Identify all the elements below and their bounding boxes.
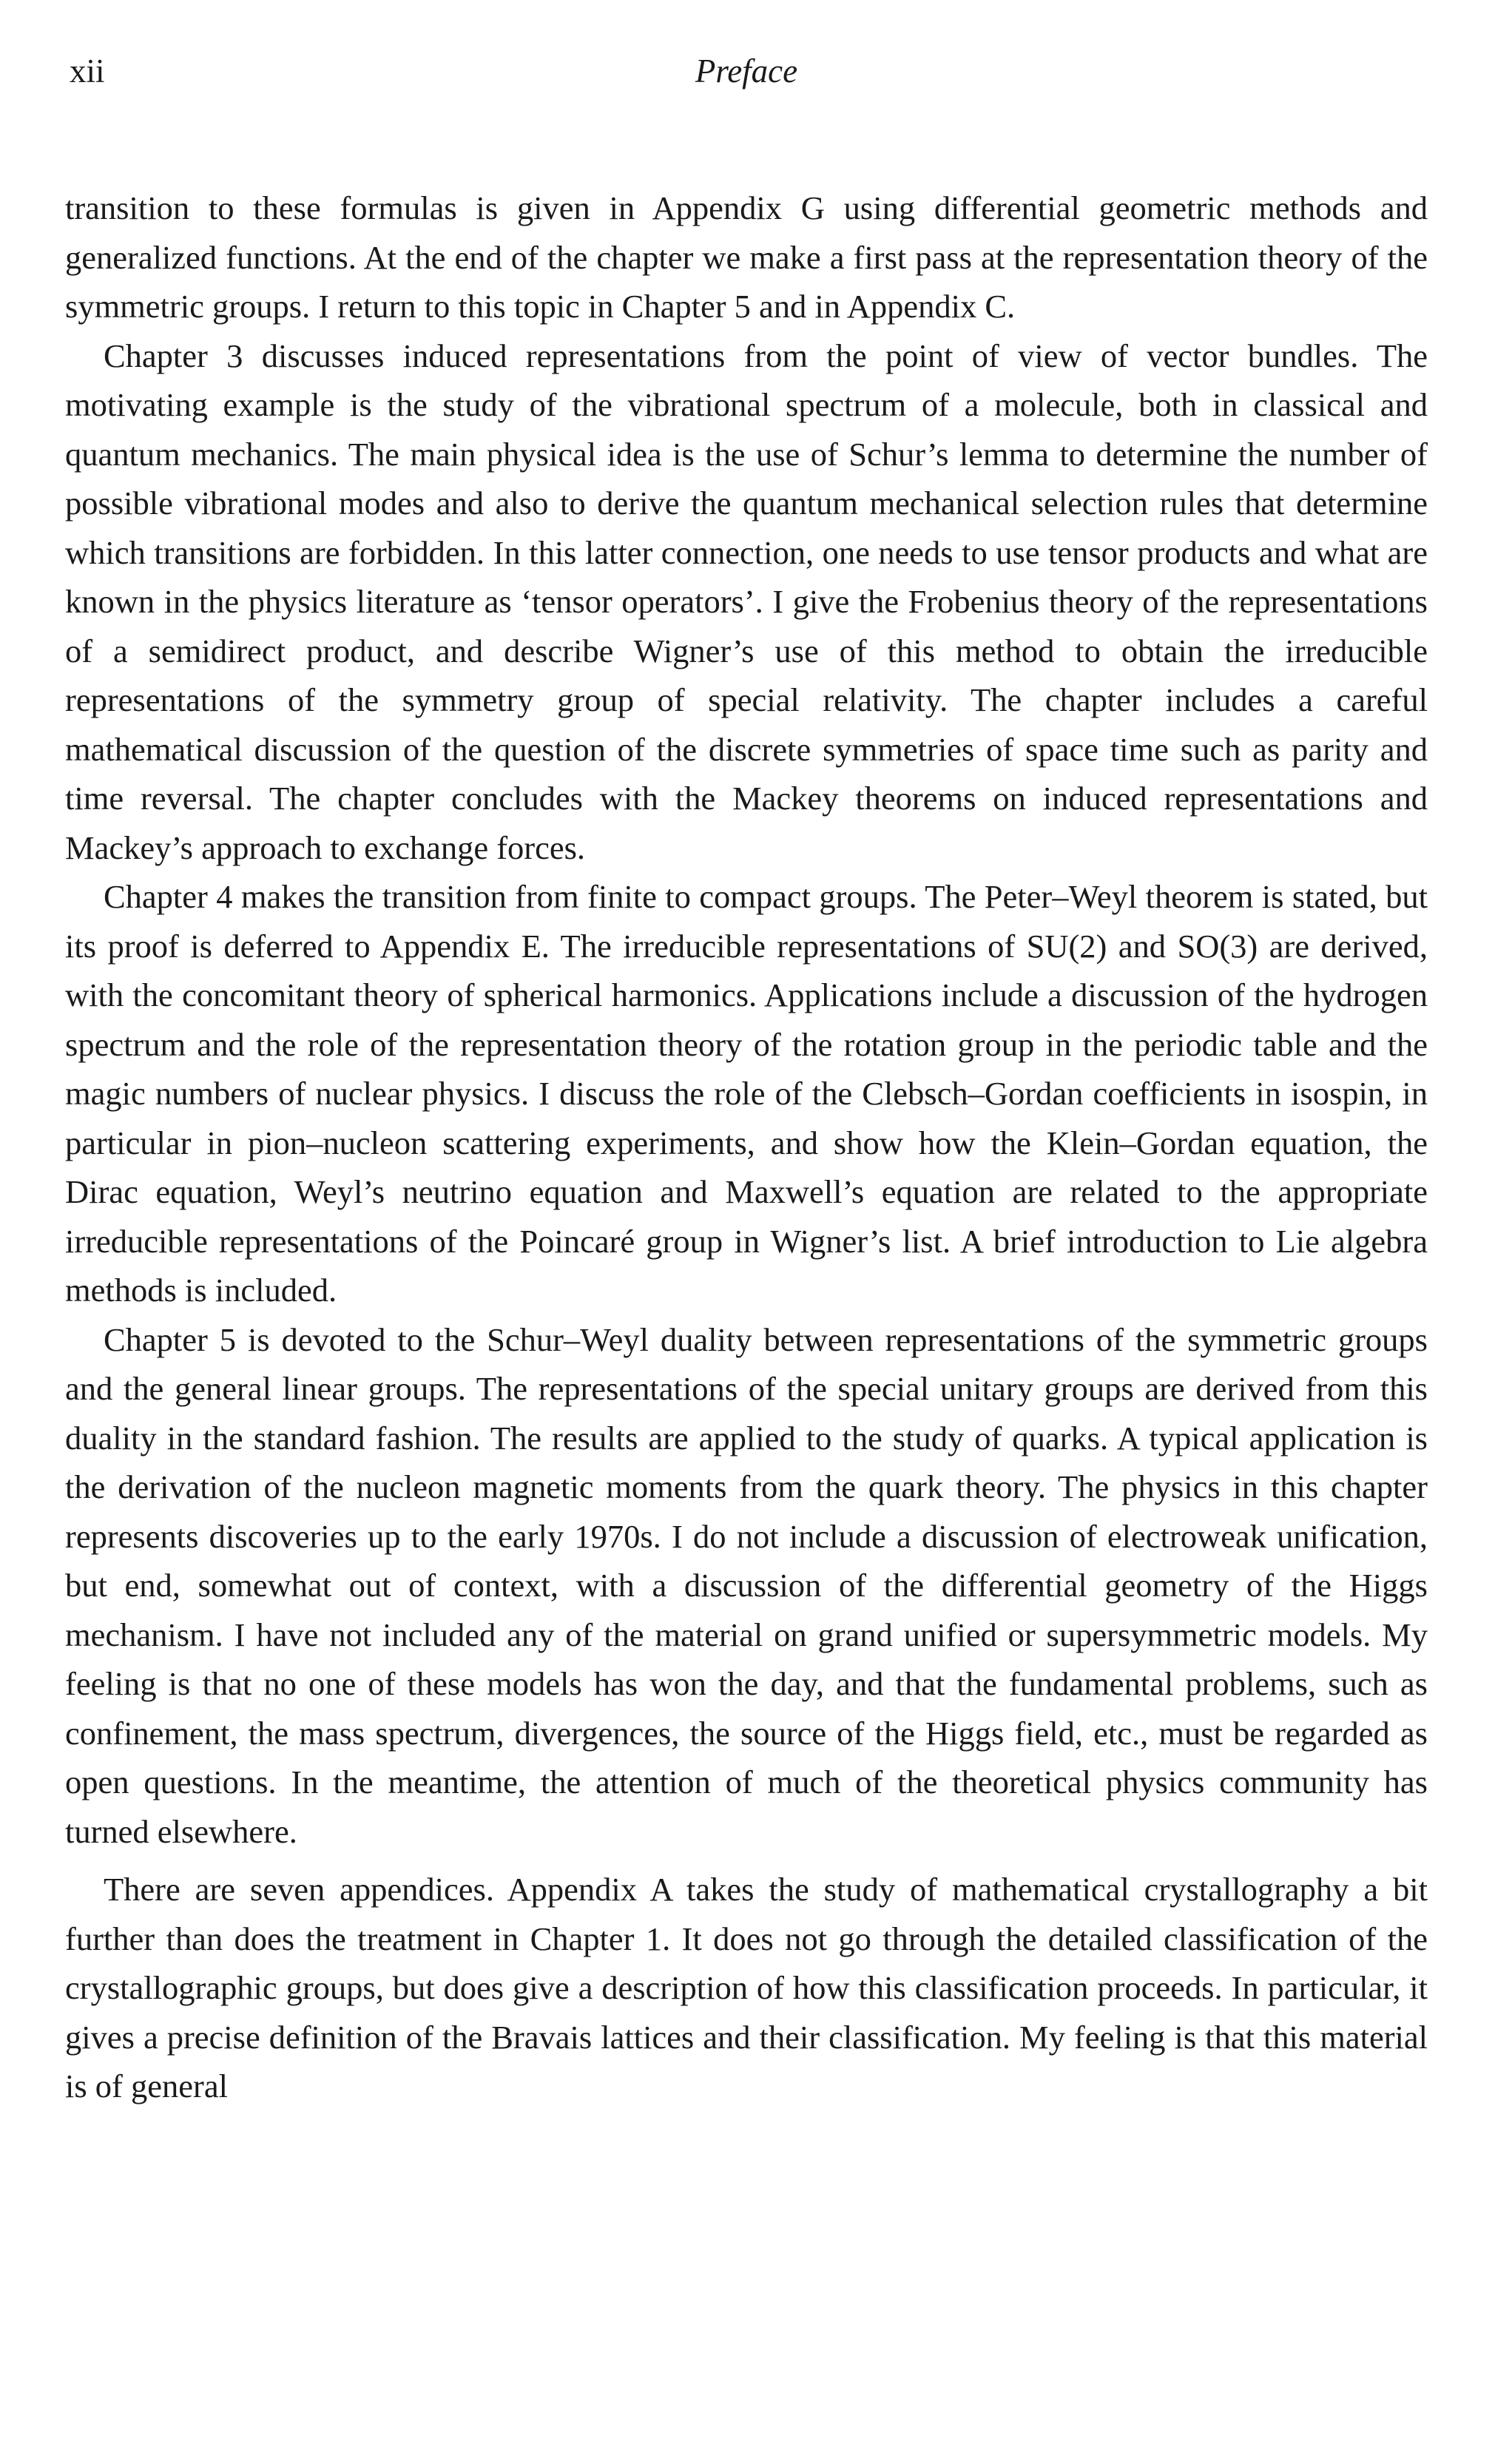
paragraph-chapter-4: Chapter 4 makes the transition from finite to compact groups. The Peter–Weyl theorem is stated, but its proof is deferred to Appendix E. The irreducible representations of SU(2) and SO(3) are derived, with the concomitant theory of spherical harmonics. Applications include a discussion of the hydrogen spectrum and the role of the representation theory of the rotation group in the periodic table and the magic numbers of nuclear physics. I discuss the role of the Clebsch–Gordan coefficients in isospin, in particular in pion–nucleon scattering experiments, and show how the Klein–Gordan equation, the Dirac equation, Weyl’s neutrino equation and Maxwell’s equation are related to the appropriate irreducible representations of the Poincaré group in Wigner’s list. A brief introduction to Lie algebra methods is included. [65, 878, 1428, 1309]
paragraph-continuation: transition to these formulas is given in Appendix G using differential geometric methods and generalized functions. At the end of the chapter we make a first pass at the representation theory of the symmetric groups. I return to this topic in Chapter 5 and in Appendix C. [65, 189, 1428, 325]
page-number: xii [70, 53, 105, 90]
paragraph-chapter-3: Chapter 3 discusses induced representations from the point of view of vector bundles. The motivating example is the study of the vibrational spectrum of a molecule, both in classical and quantum mechanics. The main physical idea is the use of Schur’s lemma to determine the number of possible vibrational modes and also to derive the quantum mechanical selection rules that determine which transitions are forbidden. In this latter connection, one needs to use tensor products and what are known in the physics literature as ‘tensor operators’. I give the Frobenius theory of the representations of a semidirect product, and describe Wigner’s use of this method to obtain the irreducible representations of the symmetry group of special relativity. The chapter includes a careful mathematical discussion of the question of the discrete symmetries of space time such as parity and time reversal. The chapter concludes with the Mackey theorems on induced representations and Mackey’s approach to exchange forces. [65, 337, 1428, 866]
running-head [65, 52, 1428, 104]
book-page [65, 52, 1428, 2111]
paragraph-appendices: There are seven appendices. Appendix A takes the study of mathematical crystallography a bit further than does the treatment in Chapter 1. It does not go through the detailed classification of the crystallographic groups, but does give a description of how this classification proceeds. In particular, it gives a precise definition of the Bravais lattices and their classification. My feeling is that this material is of general [65, 1871, 1428, 2104]
body-text [65, 183, 1428, 2111]
paragraph-chapter-5: Chapter 5 is devoted to the Schur–Weyl duality between representations of the symmetric groups and the general linear groups. The representations of the special unitary groups are derived from this duality in the standard fashion. The results are applied to the study of quarks. A typical application is the derivation of the nucleon magnetic moments from the quark theory. The physics in this chapter represents discoveries up to the early 1970s. I do not include a discussion of electroweak unification, but end, somewhat out of context, with a discussion of the differential geometry of the Higgs mechanism. I have not included any of the material on grand unified or supersymmetric models. My feeling is that no one of these models has won the day, and that the fundamental problems, such as confinement, the mass spectrum, divergences, the source of the Higgs field, etc., must be regarded as open questions. In the meantime, the attention of much of the theoretical physics community has turned elsewhere. [65, 1320, 1428, 1850]
running-title: Preface [695, 53, 798, 90]
